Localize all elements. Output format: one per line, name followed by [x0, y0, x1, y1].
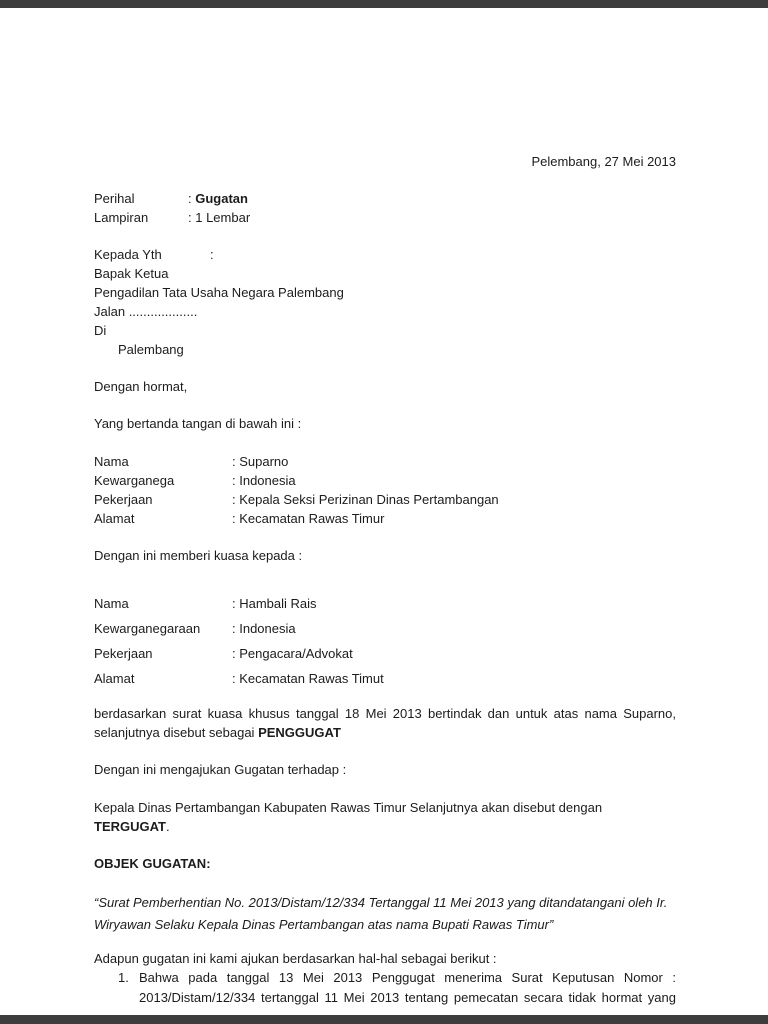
- identity-row: [94, 666, 676, 691]
- field-value: Gugatan: [195, 191, 248, 206]
- attorney-identity-block: [94, 591, 676, 691]
- viewer-bottom-bar: [0, 1015, 768, 1024]
- tergugat-para: [94, 798, 676, 836]
- identity-label: Nama: [94, 596, 129, 611]
- claim-list-item: [94, 968, 676, 1008]
- objek-quote: “Surat Pemberhentian No. 2013/Distam/12/334 Tertanggal 11 Mei 2013 yang ditandatangani oleh Ir. Wiryawan Selaku Kepala Dinas Pertambangan atas nama Bupati Rawas Timur”: [94, 895, 668, 932]
- identity-value: : Pengacara/Advokat: [232, 646, 353, 661]
- identity-row: [94, 641, 676, 666]
- recipient-line: Jalan ...................: [94, 304, 198, 319]
- principal-identity-block: [94, 452, 676, 528]
- identity-label: Nama: [94, 454, 129, 469]
- para-text: Kepala Dinas Pertambangan Kabupaten Rawas Timur Selanjutnya akan disebut dengan: [94, 800, 603, 815]
- identity-label: Pekerjaan: [94, 492, 153, 507]
- salutation-line: Dengan hormat,: [94, 379, 188, 394]
- identity-value: : Suparno: [232, 454, 289, 469]
- field-perihal: [94, 189, 676, 208]
- identity-value: : Indonesia: [232, 473, 296, 488]
- identity-row: [94, 490, 676, 509]
- field-lampiran: [94, 208, 676, 227]
- power-of-attorney-para: [94, 704, 676, 742]
- recipient-city: Palembang: [118, 342, 184, 357]
- identity-label: Kewarganega: [94, 473, 175, 488]
- para-text: berdasarkan surat kuasa khusus tanggal 18 Mei 2013 bertindak dan untuk atas nama Suparno, selanjutnya disebut sebagai: [94, 706, 676, 740]
- identity-label: Alamat: [94, 511, 135, 526]
- identity-value: : Hambali Rais: [232, 596, 317, 611]
- item-number: 1.: [118, 970, 129, 985]
- para-suffix: .: [165, 819, 170, 834]
- field-value: : 1 Lembar: [188, 210, 251, 225]
- recipient-label: Kepada Yth: [94, 247, 162, 262]
- objek-heading: OBJEK GUGATAN:: [94, 856, 211, 871]
- identity-row: [94, 471, 676, 490]
- identity-label: Alamat: [94, 671, 135, 686]
- identity-label: Pekerjaan: [94, 646, 153, 661]
- identity-value: : Kecamatan Rawas Timut: [232, 671, 384, 686]
- penggugat-term: PENGGUGAT: [258, 725, 341, 740]
- recipient-line: Pengadilan Tata Usaha Negara Palembang: [94, 285, 344, 300]
- identity-row: [94, 452, 676, 471]
- adapun-line: Adapun gugatan ini kami ajukan berdasarkan hal-hal sebagai berikut :: [94, 951, 497, 966]
- item-text: Bahwa pada tanggal 13 Mei 2013 Penggugat menerima Surat Keputusan Nomor : 2013/Distam/12/334 tertanggal 11 Mei 2013 tentang pemecatan secara tidak hormat yang: [139, 970, 676, 1005]
- recipient-line: Bapak Ketua: [94, 266, 169, 281]
- field-label: Lampiran: [94, 210, 149, 225]
- recipient-colon: :: [210, 247, 214, 262]
- identity-row: [94, 509, 676, 528]
- kuasa-line: Dengan ini memberi kuasa kepada :: [94, 548, 303, 563]
- gugatan-line: Dengan ini mengajukan Gugatan terhadap :: [94, 762, 347, 777]
- identity-value: : Kepala Seksi Perizinan Dinas Pertambangan: [232, 492, 499, 507]
- recipient-heading: [94, 245, 676, 264]
- tergugat-term: TERGUGAT: [94, 819, 166, 834]
- identity-value: : Kecamatan Rawas Timur: [232, 511, 385, 526]
- intro-line: Yang bertanda tangan di bawah ini :: [94, 416, 302, 431]
- recipient-block: [94, 245, 676, 359]
- identity-label: Kewarganegaraan: [94, 621, 201, 636]
- date-line: Pelembang, 27 Mei 2013: [531, 154, 676, 169]
- recipient-line: Di: [94, 323, 107, 338]
- identity-value: : Indonesia: [232, 621, 296, 636]
- field-label: Perihal: [94, 191, 135, 206]
- identity-row: [94, 616, 676, 641]
- identity-row: [94, 591, 676, 616]
- field-colon: :: [188, 191, 196, 206]
